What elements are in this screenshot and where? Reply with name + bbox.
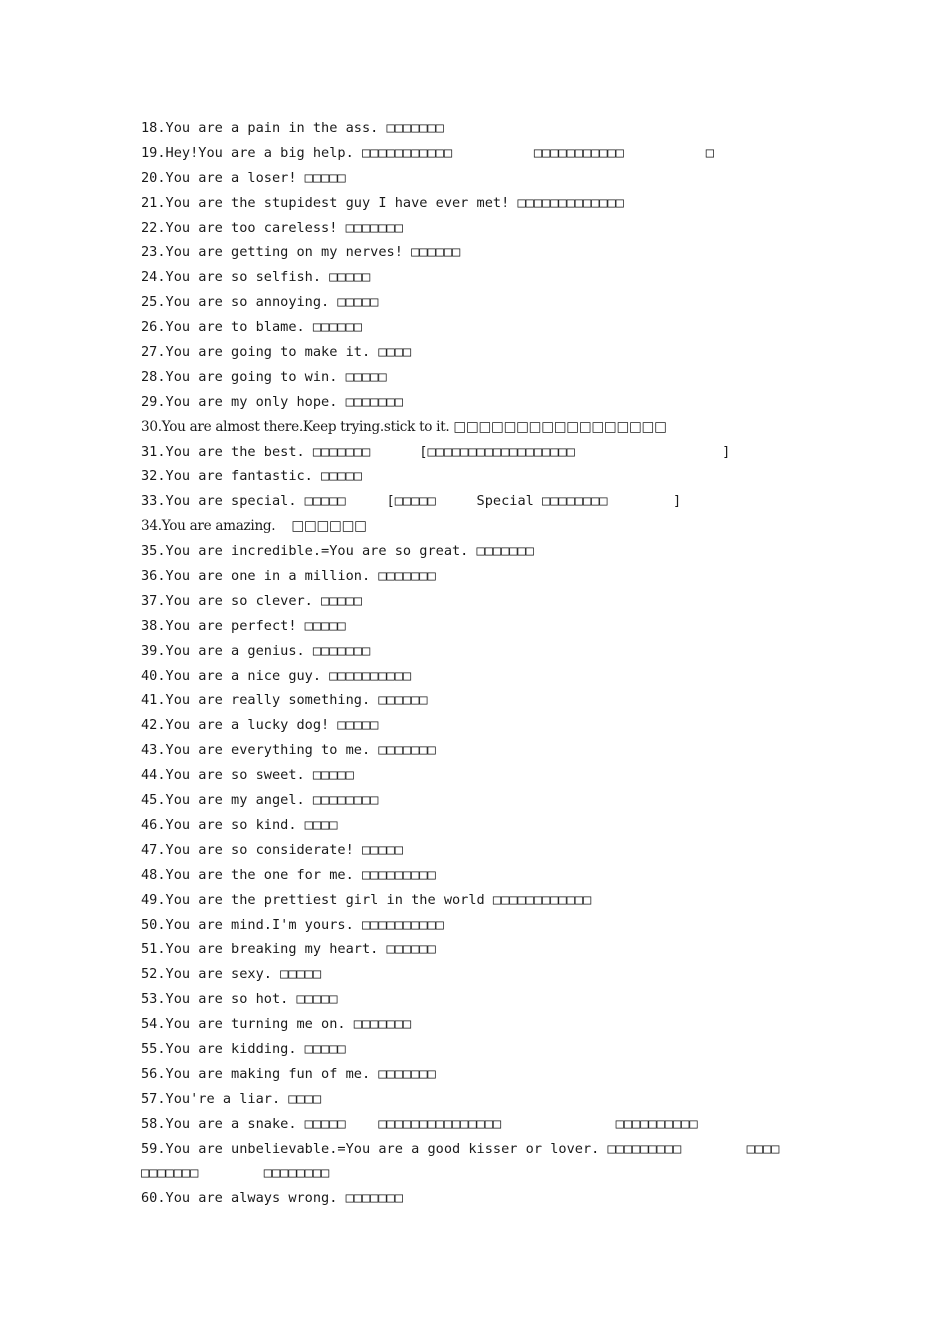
text-line: 48.You are the one for me. □□□□□□□□□ bbox=[141, 866, 436, 883]
text-line: 60.You are always wrong. □□□□□□□ bbox=[141, 1190, 403, 1207]
text-line: 41.You are really something. □□□□□□ bbox=[141, 692, 428, 709]
text-line: 44.You are so sweet. □□□□□ bbox=[141, 767, 354, 784]
text-line: 21.You are the stupidest guy I have ever met! □□□□□□□□□□□□□ bbox=[141, 194, 624, 211]
text-line: 22.You are too careless! □□□□□□□ bbox=[141, 219, 403, 236]
text-line: □□□□□□□ □□□□□□□□ bbox=[141, 1165, 330, 1182]
text-line: 53.You are so hot. □□□□□ bbox=[141, 991, 338, 1008]
text-line: 40.You are a nice guy. □□□□□□□□□□ bbox=[141, 667, 412, 684]
text-line: 37.You are so clever. □□□□□ bbox=[141, 592, 362, 609]
text-line: 29.You are my only hope. □□□□□□□ bbox=[141, 393, 403, 410]
text-line: 55.You are kidding. □□□□□ bbox=[141, 1040, 346, 1057]
text-line: 45.You are my angel. □□□□□□□□ bbox=[141, 792, 379, 809]
text-line: 42.You are a lucky dog! □□□□□ bbox=[141, 717, 379, 734]
text-line: 19.Hey!You are a big help. □□□□□□□□□□□ □□□□□□□□□□□ □ bbox=[141, 144, 714, 161]
text-line: 33.You are special. □□□□□ [□□□□□ Special □□□□□□□□ ] bbox=[141, 493, 682, 510]
text-line: 59.You are unbelievable.=You are a good kisser or lover. □□□□□□□□□ □□□□ bbox=[141, 1140, 780, 1157]
text-line: 23.You are getting on my nerves! □□□□□□ bbox=[141, 244, 461, 261]
text-line: 52.You are sexy. □□□□□ bbox=[141, 966, 322, 983]
text-line: 32.You are fantastic. □□□□□ bbox=[141, 468, 362, 485]
text-line: 27.You are going to make it. □□□□ bbox=[141, 344, 412, 361]
text-line: 34.You are amazing. □□□□□□ bbox=[141, 518, 367, 535]
text-line: 47.You are so considerate! □□□□□ bbox=[141, 841, 403, 858]
text-line: 28.You are going to win. □□□□□ bbox=[141, 368, 387, 385]
text-line: 18.You are a pain in the ass. □□□□□□□ bbox=[141, 120, 444, 136]
text-line: 26.You are to blame. □□□□□□ bbox=[141, 319, 362, 336]
text-line: 49.You are the prettiest girl in the world □□□□□□□□□□□□ bbox=[141, 891, 592, 908]
text-line: 24.You are so selfish. □□□□□ bbox=[141, 269, 371, 286]
text-line: 50.You are mind.I'm yours. □□□□□□□□□□ bbox=[141, 916, 444, 933]
text-line: 39.You are a genius. □□□□□□□ bbox=[141, 642, 371, 659]
text-line: 56.You are making fun of me. □□□□□□□ bbox=[141, 1065, 436, 1082]
text-line: 25.You are so annoying. □□□□□ bbox=[141, 294, 379, 311]
text-line: 30.You are almost there.Keep trying.stick to it. □□□□□□□□□□□□□□□□□ bbox=[141, 418, 667, 435]
document-body bbox=[141, 116, 821, 1211]
text-line: 31.You are the best. □□□□□□□ [□□□□□□□□□□□□□□□□□□ ] bbox=[141, 443, 731, 460]
text-line: 57.You're a liar. □□□□ bbox=[141, 1090, 322, 1107]
text-line: 20.You are a loser! □□□□□ bbox=[141, 169, 346, 186]
text-line: 38.You are perfect! □□□□□ bbox=[141, 617, 346, 634]
text-line: 54.You are turning me on. □□□□□□□ bbox=[141, 1016, 412, 1033]
text-line: 51.You are breaking my heart. □□□□□□ bbox=[141, 941, 436, 958]
text-line: 36.You are one in a million. □□□□□□□ bbox=[141, 568, 436, 585]
text-line: 46.You are so kind. □□□□ bbox=[141, 816, 338, 833]
text-line: 35.You are incredible.=You are so great. □□□□□□□ bbox=[141, 543, 534, 560]
text-line: 43.You are everything to me. □□□□□□□ bbox=[141, 742, 436, 759]
text-line: 58.You are a snake. □□□□□ □□□□□□□□□□□□□□□ □□□□□□□□□□ bbox=[141, 1115, 698, 1132]
